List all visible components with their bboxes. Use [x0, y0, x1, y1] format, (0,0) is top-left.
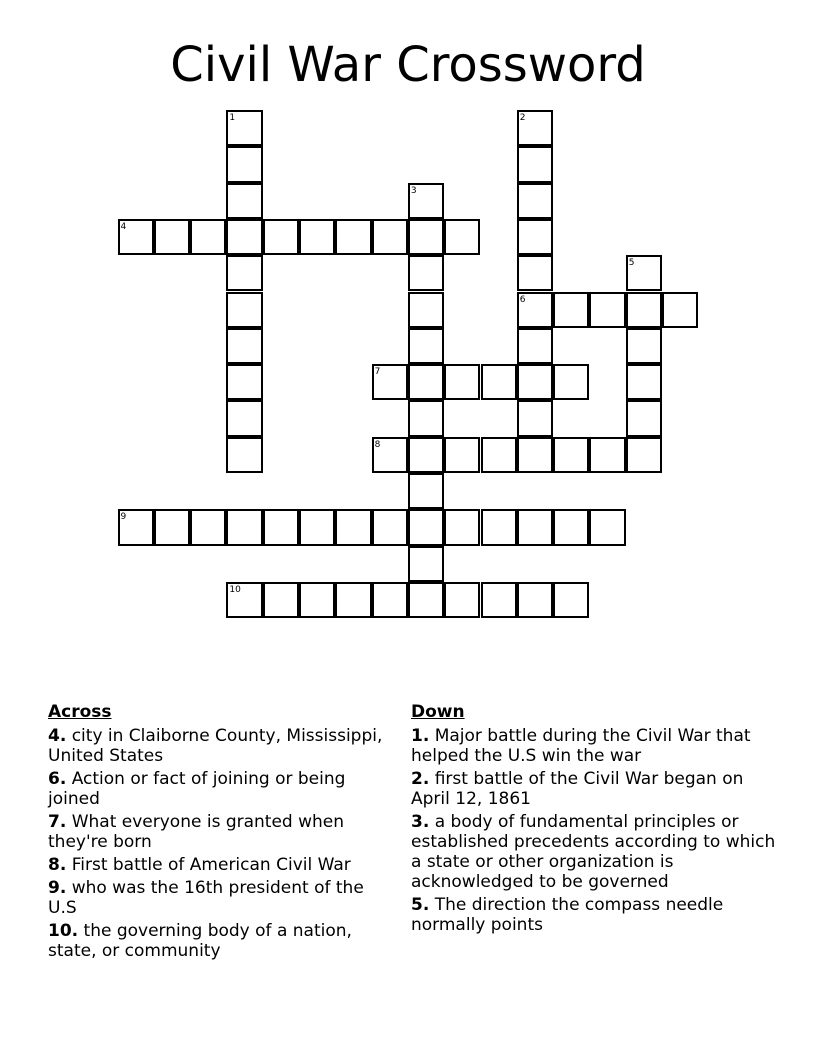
cell-number: 4 — [120, 221, 127, 232]
grid-cell[interactable] — [408, 364, 444, 400]
clue-text: First battle of American Civil War — [71, 855, 351, 875]
grid-cell[interactable] — [517, 255, 553, 291]
cell-number: 8 — [374, 439, 381, 450]
clue-across-8 — [48, 855, 393, 875]
grid-cell[interactable] — [226, 255, 262, 291]
clue-down-2 — [411, 769, 776, 809]
grid-cell[interactable] — [662, 292, 698, 328]
clue-number: 8. — [48, 855, 67, 875]
clue-number: 5. — [411, 895, 430, 915]
grid-cell[interactable] — [517, 110, 553, 146]
clue-down-1 — [411, 726, 776, 766]
clue-text: a body of fundamental principles or established precedents according to which a state or other organization is acknowledged to be governed — [411, 812, 776, 892]
grid-cell[interactable] — [444, 582, 480, 618]
grid-cell[interactable] — [553, 364, 589, 400]
cell-number: 9 — [120, 512, 127, 523]
grid-cell[interactable] — [226, 437, 262, 473]
grid-cell[interactable] — [589, 509, 625, 545]
grid-cell[interactable] — [626, 255, 662, 291]
grid-cell[interactable] — [408, 473, 444, 509]
clue-number: 7. — [48, 812, 67, 832]
clue-text: city in Claiborne County, Mississippi, United States — [48, 726, 383, 766]
clue-across-6 — [48, 769, 393, 809]
grid-cell[interactable] — [517, 183, 553, 219]
clue-text: the governing body of a nation, state, or community — [48, 921, 352, 961]
grid-cell[interactable] — [226, 364, 262, 400]
grid-cell[interactable] — [408, 183, 444, 219]
grid-cell[interactable] — [481, 437, 517, 473]
grid-cell[interactable] — [226, 328, 262, 364]
page-title: Civil War Crossword — [170, 37, 646, 93]
grid-cell[interactable] — [118, 509, 154, 545]
grid-cell[interactable] — [226, 582, 262, 618]
cell-number: 7 — [374, 367, 381, 378]
clue-text: The direction the compass needle normally points — [411, 895, 724, 935]
clue-number: 10. — [48, 921, 79, 941]
grid-cell[interactable] — [626, 437, 662, 473]
grid-cell[interactable] — [372, 364, 408, 400]
grid-cell[interactable] — [408, 255, 444, 291]
grid-cell[interactable] — [553, 582, 589, 618]
grid-cell[interactable] — [626, 364, 662, 400]
cell-number: 1 — [229, 113, 236, 123]
grid-cell[interactable] — [408, 219, 444, 255]
grid-cell[interactable] — [517, 328, 553, 364]
grid-cell[interactable] — [226, 146, 262, 182]
down-clues — [411, 702, 776, 938]
grid-cell[interactable] — [408, 400, 444, 436]
grid-cell[interactable] — [553, 437, 589, 473]
clue-number: 2. — [411, 769, 430, 789]
across-clues — [48, 702, 393, 964]
grid-cell[interactable] — [626, 328, 662, 364]
grid-cell[interactable] — [408, 582, 444, 618]
clue-down-5 — [411, 895, 776, 935]
grid-cell[interactable] — [154, 219, 190, 255]
grid-cell[interactable] — [517, 292, 553, 328]
grid-cell[interactable] — [589, 292, 625, 328]
clue-number: 1. — [411, 726, 430, 746]
clue-number: 9. — [48, 878, 67, 898]
clue-text: who was the 16th president of the U.S — [48, 878, 364, 918]
grid-cell[interactable] — [263, 219, 299, 255]
grid-cell[interactable] — [226, 509, 262, 545]
grid-cell[interactable] — [444, 364, 480, 400]
clue-text: What everyone is granted when they're born — [48, 812, 345, 852]
grid-cell[interactable] — [226, 219, 262, 255]
clue-across-4 — [48, 726, 393, 766]
grid-cell[interactable] — [517, 437, 553, 473]
grid-cell[interactable] — [335, 509, 371, 545]
cell-number: 2 — [519, 113, 526, 123]
grid-cell[interactable] — [553, 292, 589, 328]
grid-cell[interactable] — [444, 219, 480, 255]
grid-cell[interactable] — [335, 582, 371, 618]
grid-cell[interactable] — [299, 219, 335, 255]
grid-cell[interactable] — [517, 219, 553, 255]
grid-cell[interactable] — [226, 292, 262, 328]
grid-cell[interactable] — [335, 219, 371, 255]
grid-cell[interactable] — [226, 183, 262, 219]
grid-cell[interactable] — [444, 437, 480, 473]
clue-number: 4. — [48, 726, 67, 746]
grid-cell[interactable] — [263, 582, 299, 618]
grid-cell[interactable] — [226, 110, 262, 146]
cell-number: 6 — [519, 294, 526, 305]
grid-cell[interactable] — [517, 400, 553, 436]
clue-text: Major battle during the Civil War that helped the U.S win the war — [411, 726, 751, 766]
grid-cell[interactable] — [226, 400, 262, 436]
grid-cell[interactable] — [372, 582, 408, 618]
clue-number: 3. — [411, 812, 430, 832]
cell-number: 3 — [410, 185, 417, 196]
clue-across-9 — [48, 878, 393, 918]
grid-cell[interactable] — [408, 509, 444, 545]
grid-cell[interactable] — [118, 219, 154, 255]
grid-cell[interactable] — [553, 509, 589, 545]
grid-cell[interactable] — [626, 400, 662, 436]
cell-number: 5 — [628, 258, 635, 269]
grid-cell[interactable] — [372, 509, 408, 545]
grid-cell[interactable] — [481, 509, 517, 545]
grid-cell[interactable] — [408, 546, 444, 582]
grid-cell[interactable] — [408, 437, 444, 473]
grid-cell[interactable] — [589, 437, 625, 473]
grid-cell[interactable] — [626, 292, 662, 328]
grid-cell[interactable] — [263, 509, 299, 545]
grid-cell[interactable] — [444, 509, 480, 545]
clue-across-7 — [48, 812, 393, 852]
cell-number: 10 — [229, 584, 241, 595]
clue-text: first battle of the Civil War began on April 12, 1861 — [411, 769, 744, 809]
grid-cell[interactable] — [372, 437, 408, 473]
grid-cell[interactable] — [517, 509, 553, 545]
grid-cell[interactable] — [190, 509, 226, 545]
grid-cell[interactable] — [299, 509, 335, 545]
grid-cell[interactable] — [481, 364, 517, 400]
grid-cell[interactable] — [408, 292, 444, 328]
grid-cell[interactable] — [408, 328, 444, 364]
across-heading: Across — [48, 702, 112, 722]
grid-cell[interactable] — [517, 364, 553, 400]
grid-cell[interactable] — [299, 582, 335, 618]
grid-cell[interactable] — [154, 509, 190, 545]
clue-number: 6. — [48, 769, 67, 789]
clue-text: Action or fact of joining or being joined — [48, 769, 346, 809]
down-heading: Down — [411, 702, 465, 722]
grid-cell[interactable] — [372, 219, 408, 255]
grid-cell[interactable] — [481, 582, 517, 618]
grid-cell[interactable] — [190, 219, 226, 255]
grid-cell[interactable] — [517, 146, 553, 182]
clue-across-10 — [48, 921, 393, 961]
clue-down-3 — [411, 812, 776, 892]
grid-cell[interactable] — [517, 582, 553, 618]
